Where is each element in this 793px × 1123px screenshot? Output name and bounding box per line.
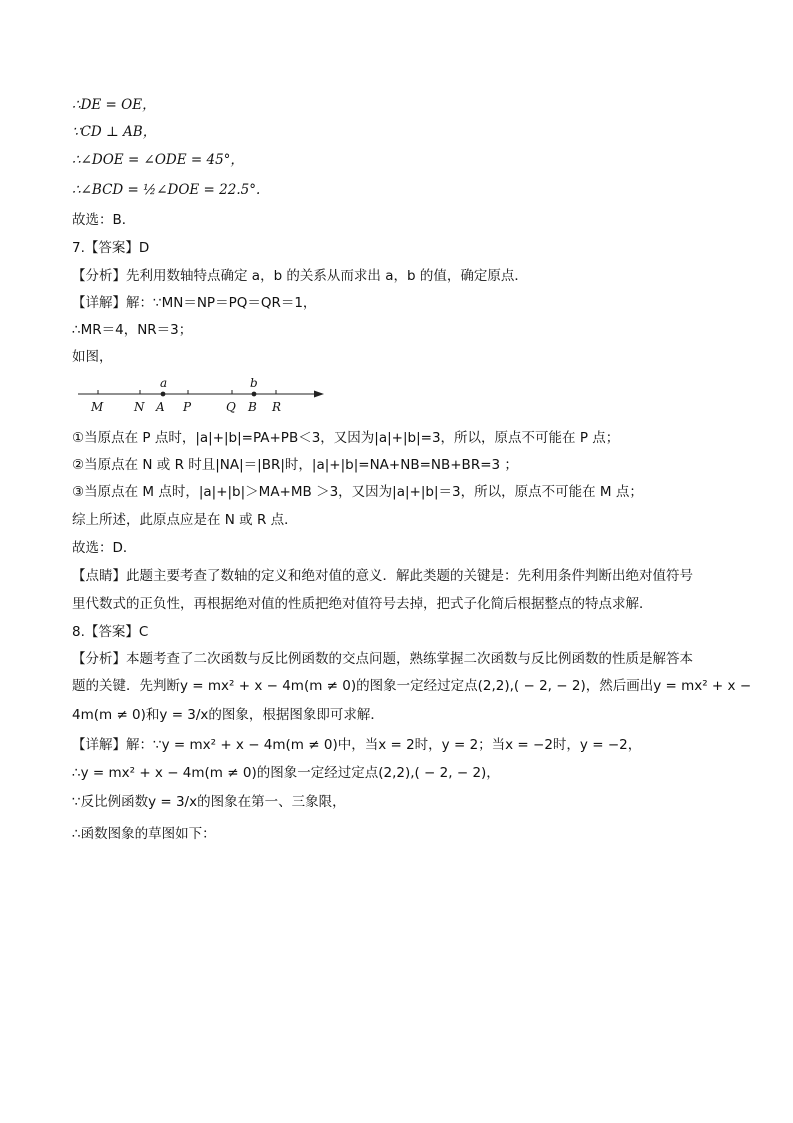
- label-A: A: [156, 400, 165, 414]
- text-line: 故选：B．: [72, 212, 136, 228]
- comment-line: 【点睛】此题主要考查了数轴的定义和绝对值的意义．解此类题的关键是：先利用条件判断出绝对值符号: [72, 568, 693, 584]
- text-line: 故选：D．: [72, 540, 137, 556]
- comment-line: 里代数式的正负性，再根据绝对值的性质把绝对值符号去掉，把式子化简后根据整点的特点求解．: [72, 596, 653, 612]
- analysis-line: 4m(m ≠ 0)和y = 3/x的图象，根据图象即可求解．: [72, 707, 384, 723]
- point-a: [161, 392, 166, 397]
- analysis-line: 【分析】先利用数轴特点确定 a，b 的关系从而求出 a，b 的值，确定原点．: [72, 268, 528, 284]
- case-line: ②当原点在 N 或 R 时且|NA|＝|BR|时，|a|+|b|=NA+NB=NB+BR=3 ；: [72, 457, 518, 473]
- answer-heading: 7.【答案】D: [72, 240, 150, 256]
- analysis-line: 题的关键．先判断y = mx² + x − 4m(m ≠ 0)的图象一定经过定点(2,2),( − 2, − 2)，然后画出y = mx² + x −: [72, 678, 752, 694]
- text-line: ∴∠DOE = ∠ODE = 45°，: [72, 152, 244, 168]
- detail-line: ∴y = mx² + x − 4m(m ≠ 0)的图象一定经过定点(2,2),( − 2, − 2)，: [72, 765, 500, 781]
- detail-line: ∴函数图象的草图如下：: [72, 826, 216, 842]
- text-line: 如图，: [72, 349, 113, 365]
- label-M: M: [91, 400, 104, 414]
- label-R: R: [272, 400, 282, 414]
- label-b: b: [250, 376, 258, 390]
- case-line: ③当原点在 M 点时，|a|+|b|＞MA+MB ＞3，又因为|a|+|b|＝3，所以，原点不可能在 M 点；: [72, 484, 643, 500]
- text-line: ∴DE = OE，: [72, 97, 156, 113]
- analysis-line: 【分析】本题考查了二次函数与反比例函数的交点问题，熟练掌握二次函数与反比例函数的性质是解答本: [72, 651, 693, 667]
- label-P: P: [183, 400, 192, 414]
- text-line: ∴MR＝4，NR＝3；: [72, 322, 193, 338]
- number-line-figure: [72, 374, 332, 418]
- label-B: B: [248, 400, 257, 414]
- detail-line: ∵反比例函数y = 3/x的图象在第一、三象限，: [72, 794, 346, 810]
- number-line-arrow: [314, 391, 324, 398]
- detail-line: 【详解】解：∵MN＝NP＝PQ＝QR＝1，: [72, 295, 317, 311]
- label-N: N: [134, 400, 145, 414]
- label-a: a: [160, 376, 168, 390]
- text-line: ∵CD ⊥ AB，: [72, 124, 157, 140]
- text-line: ∴∠BCD = ½∠DOE = 22.5°.: [72, 182, 261, 198]
- point-b: [252, 392, 257, 397]
- label-Q: Q: [226, 400, 236, 414]
- text-line: 综上所述，此原点应是在 N 或 R 点．: [72, 512, 298, 528]
- answer-heading: 8.【答案】C: [72, 624, 149, 640]
- case-line: ①当原点在 P 点时，|a|+|b|=PA+PB＜3，又因为|a|+|b|=3，所以，原点不可能在 P 点；: [72, 430, 620, 446]
- detail-line: 【详解】解：∵y = mx² + x − 4m(m ≠ 0)中，当x = 2时，y = 2；当x = −2时，y = −2，: [72, 737, 642, 753]
